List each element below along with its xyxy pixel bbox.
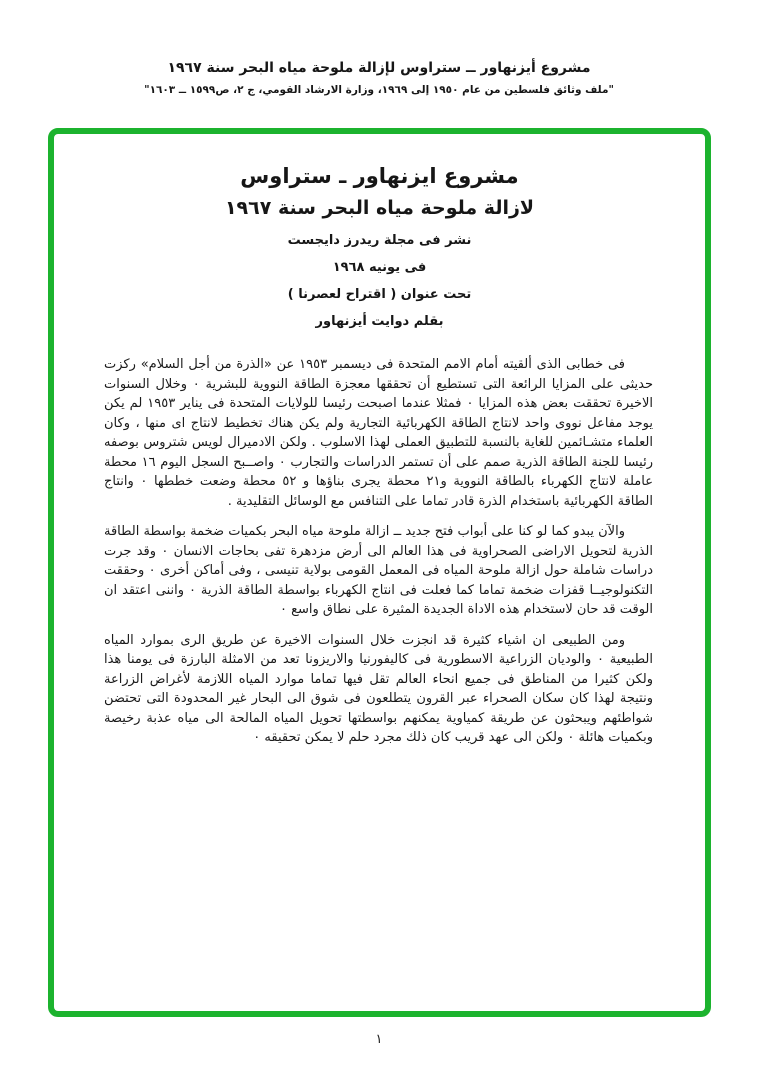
document-subtitles (54, 233, 705, 329)
document-title-line2: لازالة ملوحة مياه البحر سنة ١٩٦٧ (224, 197, 535, 219)
subtitle-article-title: تحت عنوان ( اقتراح لعصرنا ) (287, 287, 472, 302)
header-source-citation: "ملف وثائق فلسطين من عام ١٩٥٠ إلى ١٩٦٩، وزارة الارشاد القومي، ج ٢، ص١٥٩٩ ــ ١٦٠٣" (144, 84, 614, 96)
document-border-frame (48, 128, 711, 1017)
page-number: ١ (375, 1032, 383, 1047)
document-title-line1: مشروع ايزنهاور ـ ستراوس (240, 164, 519, 188)
subtitle-author: بقلم دوايت أيزنهاور (315, 314, 444, 329)
subtitle-publish-date: فى يونيه ١٩٦٨ (332, 260, 427, 275)
document-body (104, 355, 653, 748)
header-title: مشروع أيزنهاور ــ ستراوس لإزالة ملوحة مياه البحر سنة ١٩٦٧ (167, 60, 591, 76)
subtitle-published-in: نشر فى مجلة ريدرز دايجست (287, 233, 472, 248)
paragraph-2: والآن يبدو كما لو كنا على أبواب فتح جديد ــ ازالة ملوحة مياه البحر بكميات ضخمة بواسطة الطاقة الذرية لتحويل الاراضى الصحراوية فى هذا العالم الى أرض مزدهرة تفى بحاجات الانسان ٠ وقد جرت دراسات شاملة حول ازالة ملوحة المياه فى المعمل القومى بولاية تنيسى ، وفى أماكن أخرى ٠ وحققت التكنولوجيــا قفزات ضخمة تماما كما فعلت فى انتاج الكهرباء بواسطة الطاقة الذرية ٠ واننى اعتقد ان الوقت قد حان لاستخدام هذه الاداة الجديدة المثيرة على نطاق واسع ٠ (104, 524, 654, 617)
paragraph-1: فى خطابى الذى ألقيته أمام الامم المتحدة فى ديسمبر ١٩٥٣ عن «الذرة من أجل السلام» ركزت حديثى على المزايا الرائعة التى تستطيع أن تحققها معجزة الطاقة النووية للبشرية ٠ وخلال السنوات الاخيرة تحققت بعض هذه المزايا ٠ فمثلا عندما اصبحت رئيسا للولايات المتحدة فى يناير ١٩٥٣ لم يكن يوجد مفاعل نووى واحد لانتاج الطاقة الكهربائية التجارية ولم يكن هناك تخطيط لانتاج اى منها ، وكان العلماء متشـائمين للغاية بالنسبة للتطبيق العملى لهذا الاسلوب . ولكن الادميرال لويس شتروس بوصفه رئيسا للجنة الطاقة الذرية صمم على أن تستمر الدراسات والتجارب ٠ واصــبح السجل اليوم ١٦ محطة عاملة لانتاج الكهرباء بالطاقة النووية و٢١ محطة يجرى بناؤها و ٥٢ محطة وضعت خططها ٠ وانتاج الطاقة الكهربائية باستخدام الذرة قادر تماما على التنافس مع الوسائل التقليدية . (104, 357, 653, 509)
paragraph-3: ومن الطبيعى ان اشياء كثيرة قد انجزت خلال السنوات الاخيرة عن طريق الرى بموارد المياه الطبيعية ٠ والوديان الزراعية الاسطورية فى كاليفورنيا والاريزونا تعد من الامثلة البارزة فى يومنا هذا ولكن كثيرا من المناطق فى جميع انحاء العالم تقل فيها تماما موارد المياه اللازمة لأغراض الزراعة ونتيجة لهذا كان سكان الصحراء عبر القرون يتطلعون فى شوق الى البحار غير المحدودة التى تحتضن شواطئهم ويبحثون عن طريقة كمياوية يمكنهم بواسطتها تحويل المياه المالحة الى مياه عذبة رخيصة وبكميات هائلة ٠ ولكن الى عهد قريب كان ذلك مجرد حلم لا يمكن تحقيقه ٠ (104, 632, 654, 745)
page-header (0, 60, 758, 96)
